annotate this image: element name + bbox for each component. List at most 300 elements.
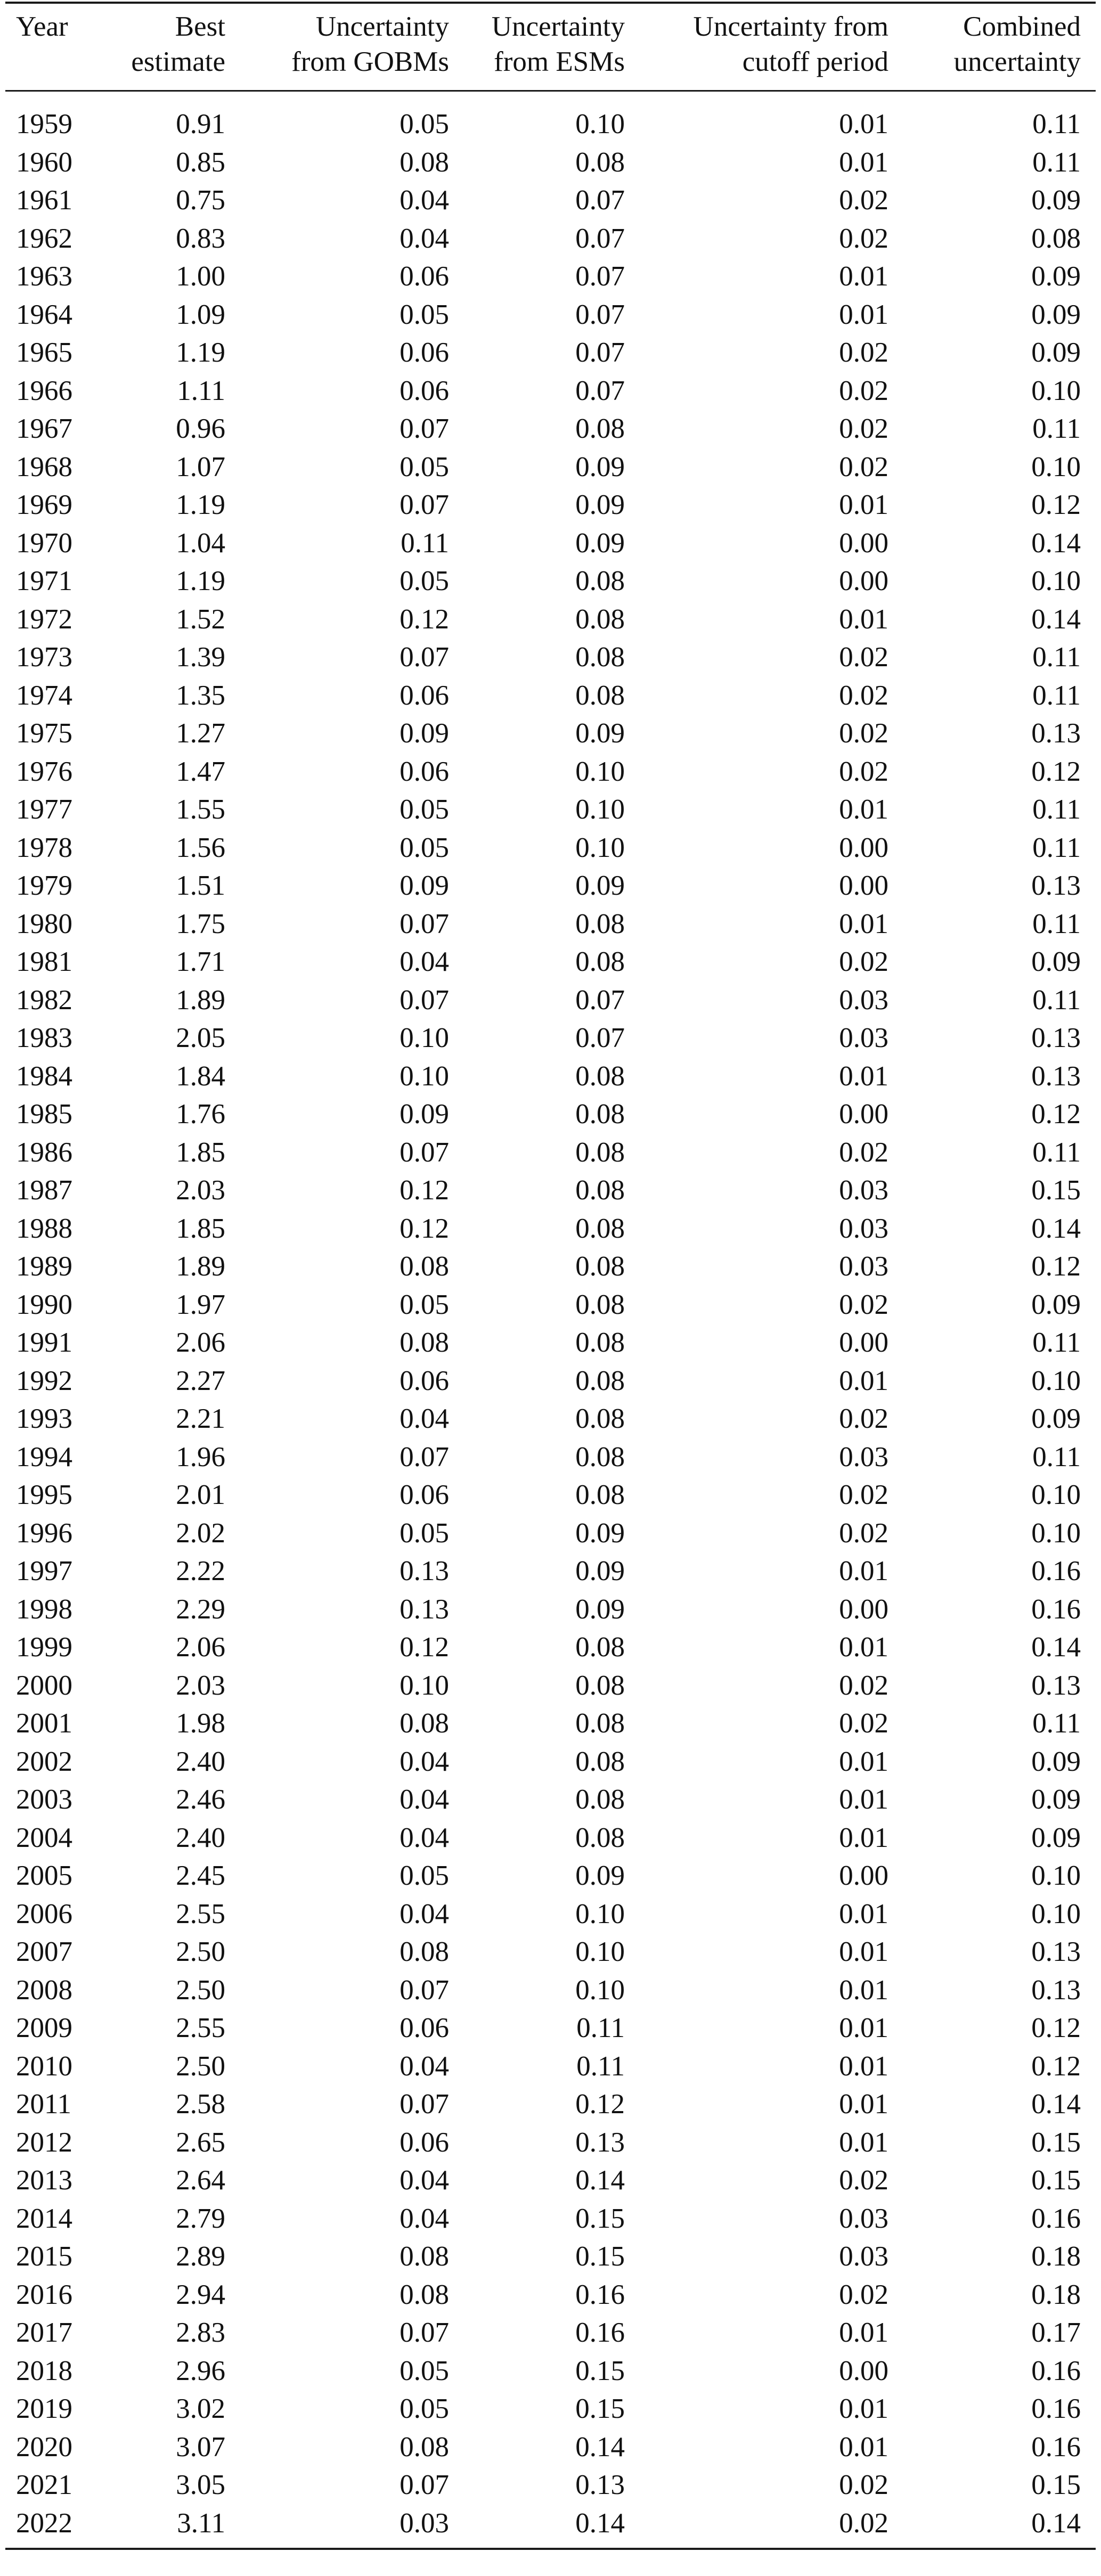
cell-uncertainty-esms: 0.13 bbox=[575, 2127, 625, 2158]
cell-best-estimate: 3.05 bbox=[176, 2469, 225, 2500]
cell-uncertainty-gobms: 0.10 bbox=[399, 1670, 449, 1701]
cell-combined-uncertainty: 0.09 bbox=[1031, 1784, 1081, 1815]
cell-best-estimate: 2.40 bbox=[176, 1746, 225, 1777]
cell-uncertainty-esms: 0.08 bbox=[575, 946, 625, 977]
table-row bbox=[5, 753, 1096, 791]
table-row bbox=[5, 1743, 1096, 1781]
cell-combined-uncertainty: 0.16 bbox=[1031, 2355, 1081, 2386]
cell-year: 1991 bbox=[16, 1327, 72, 1358]
cell-uncertainty-gobms: 0.07 bbox=[399, 908, 449, 939]
cell-year: 1959 bbox=[16, 109, 72, 140]
cell-uncertainty-cutoff: 0.00 bbox=[839, 1327, 888, 1358]
table-row bbox=[5, 791, 1096, 829]
cell-uncertainty-gobms: 0.07 bbox=[399, 1136, 449, 1168]
cell-uncertainty-cutoff: 0.02 bbox=[839, 413, 888, 444]
cell-combined-uncertainty: 0.11 bbox=[1032, 1327, 1081, 1358]
cell-best-estimate: 0.85 bbox=[176, 146, 225, 178]
cell-uncertainty-gobms: 0.08 bbox=[399, 1936, 449, 1967]
cell-uncertainty-gobms: 0.12 bbox=[399, 1213, 449, 1244]
cell-combined-uncertainty: 0.15 bbox=[1031, 2165, 1081, 2196]
table-row bbox=[5, 1019, 1096, 1058]
cell-uncertainty-gobms: 0.09 bbox=[399, 1099, 449, 1130]
table-row bbox=[5, 486, 1096, 525]
cell-year: 2020 bbox=[16, 2431, 72, 2463]
cell-uncertainty-esms: 0.08 bbox=[575, 1708, 625, 1739]
table-row bbox=[5, 1286, 1096, 1324]
cell-year: 1969 bbox=[16, 489, 72, 520]
cell-uncertainty-esms: 0.09 bbox=[575, 870, 625, 901]
table-row bbox=[5, 601, 1096, 639]
cell-uncertainty-esms: 0.07 bbox=[575, 299, 625, 330]
cell-uncertainty-esms: 0.09 bbox=[575, 1593, 625, 1625]
cell-uncertainty-gobms: 0.06 bbox=[399, 337, 449, 368]
table-row bbox=[5, 410, 1096, 448]
cell-year: 1966 bbox=[16, 375, 72, 406]
cell-best-estimate: 1.39 bbox=[176, 642, 225, 673]
cell-uncertainty-gobms: 0.03 bbox=[399, 2507, 449, 2539]
cell-uncertainty-cutoff: 0.01 bbox=[839, 489, 888, 520]
cell-best-estimate: 1.35 bbox=[176, 680, 225, 711]
table-row bbox=[5, 1972, 1096, 2010]
cell-best-estimate: 1.96 bbox=[176, 1441, 225, 1473]
cell-uncertainty-cutoff: 0.01 bbox=[839, 1898, 888, 1929]
cell-uncertainty-gobms: 0.04 bbox=[399, 2165, 449, 2196]
cell-best-estimate: 1.75 bbox=[176, 908, 225, 939]
cell-best-estimate: 1.07 bbox=[176, 451, 225, 483]
cell-uncertainty-cutoff: 0.01 bbox=[839, 2317, 888, 2348]
cell-combined-uncertainty: 0.10 bbox=[1031, 1517, 1081, 1549]
cell-uncertainty-gobms: 0.05 bbox=[399, 2355, 449, 2386]
cell-year: 2015 bbox=[16, 2241, 72, 2272]
table-row bbox=[5, 2086, 1096, 2124]
bottom-rule bbox=[5, 2548, 1096, 2550]
cell-uncertainty-gobms: 0.13 bbox=[399, 1593, 449, 1625]
cell-year: 2006 bbox=[16, 1898, 72, 1929]
cell-year: 2005 bbox=[16, 1860, 72, 1891]
cell-uncertainty-gobms: 0.07 bbox=[399, 2089, 449, 2120]
cell-best-estimate: 2.65 bbox=[176, 2127, 225, 2158]
table-row bbox=[5, 2276, 1096, 2315]
cell-best-estimate: 1.47 bbox=[176, 756, 225, 787]
cell-uncertainty-cutoff: 0.01 bbox=[839, 2050, 888, 2082]
cell-uncertainty-cutoff: 0.02 bbox=[839, 946, 888, 977]
cell-uncertainty-esms: 0.08 bbox=[575, 603, 625, 635]
cell-year: 1997 bbox=[16, 1556, 72, 1587]
cell-best-estimate: 1.19 bbox=[176, 489, 225, 520]
cell-uncertainty-gobms: 0.08 bbox=[399, 1251, 449, 1282]
table-row bbox=[5, 2162, 1096, 2200]
cell-year: 2009 bbox=[16, 2013, 72, 2043]
cell-uncertainty-cutoff: 0.02 bbox=[839, 1670, 888, 1701]
cell-uncertainty-cutoff: 0.01 bbox=[839, 1746, 888, 1777]
cell-uncertainty-cutoff: 0.01 bbox=[839, 1822, 888, 1853]
cell-uncertainty-cutoff: 0.01 bbox=[839, 1974, 888, 2006]
cell-uncertainty-gobms: 0.06 bbox=[399, 1479, 449, 1510]
cell-uncertainty-esms: 0.10 bbox=[575, 794, 625, 825]
cell-uncertainty-gobms: 0.07 bbox=[399, 1974, 449, 2006]
cell-best-estimate: 1.52 bbox=[176, 603, 225, 635]
cell-combined-uncertainty: 0.11 bbox=[1032, 109, 1081, 140]
table-row bbox=[5, 1058, 1096, 1096]
cell-combined-uncertainty: 0.09 bbox=[1031, 261, 1081, 292]
table-row bbox=[5, 296, 1096, 334]
cell-combined-uncertainty: 0.13 bbox=[1031, 718, 1081, 749]
cell-uncertainty-cutoff: 0.02 bbox=[839, 223, 888, 254]
cell-combined-uncertainty: 0.11 bbox=[1032, 146, 1081, 178]
table-row bbox=[5, 1933, 1096, 1972]
table-row bbox=[5, 1552, 1096, 1591]
cell-best-estimate: 2.02 bbox=[176, 1517, 225, 1549]
cell-uncertainty-cutoff: 0.02 bbox=[839, 680, 888, 711]
cell-uncertainty-gobms: 0.05 bbox=[399, 566, 449, 596]
cell-uncertainty-cutoff: 0.01 bbox=[839, 2127, 888, 2158]
cell-uncertainty-cutoff: 0.00 bbox=[839, 1099, 888, 1130]
cell-uncertainty-esms: 0.09 bbox=[575, 1556, 625, 1587]
cell-best-estimate: 2.58 bbox=[176, 2089, 225, 2120]
cell-uncertainty-gobms: 0.04 bbox=[399, 1898, 449, 1929]
cell-uncertainty-gobms: 0.06 bbox=[399, 756, 449, 787]
table-row bbox=[5, 258, 1096, 296]
cell-combined-uncertainty: 0.11 bbox=[1032, 413, 1081, 444]
cell-uncertainty-gobms: 0.10 bbox=[399, 1060, 449, 1092]
cell-year: 2012 bbox=[16, 2127, 72, 2158]
cell-year: 1968 bbox=[16, 451, 72, 483]
cell-combined-uncertainty: 0.11 bbox=[1032, 832, 1081, 863]
cell-uncertainty-esms: 0.08 bbox=[575, 1060, 625, 1092]
cell-uncertainty-cutoff: 0.02 bbox=[839, 1517, 888, 1549]
cell-combined-uncertainty: 0.16 bbox=[1031, 2203, 1081, 2234]
cell-uncertainty-gobms: 0.04 bbox=[399, 1746, 449, 1777]
cell-year: 1989 bbox=[16, 1251, 72, 1282]
cell-combined-uncertainty: 0.11 bbox=[1032, 1136, 1081, 1168]
cell-combined-uncertainty: 0.12 bbox=[1031, 2013, 1081, 2043]
cell-year: 2001 bbox=[16, 1708, 72, 1739]
cell-combined-uncertainty: 0.10 bbox=[1031, 1479, 1081, 1510]
cell-combined-uncertainty: 0.12 bbox=[1031, 489, 1081, 520]
table-row bbox=[5, 562, 1096, 601]
table-row bbox=[5, 1667, 1096, 1705]
cell-best-estimate: 1.55 bbox=[176, 794, 225, 825]
cell-uncertainty-cutoff: 0.03 bbox=[839, 1023, 888, 1053]
cell-combined-uncertainty: 0.11 bbox=[1032, 908, 1081, 939]
cell-best-estimate: 2.94 bbox=[176, 2279, 225, 2310]
cell-uncertainty-gobms: 0.05 bbox=[399, 109, 449, 140]
cell-year: 1963 bbox=[16, 261, 72, 292]
table-row bbox=[5, 1172, 1096, 1210]
table-row bbox=[5, 1591, 1096, 1629]
cell-year: 2019 bbox=[16, 2393, 72, 2424]
cell-year: 1999 bbox=[16, 1632, 72, 1663]
cell-best-estimate: 2.01 bbox=[176, 1479, 225, 1510]
cell-combined-uncertainty: 0.14 bbox=[1031, 1632, 1081, 1663]
cell-uncertainty-gobms: 0.06 bbox=[399, 261, 449, 292]
cell-best-estimate: 2.50 bbox=[176, 2050, 225, 2082]
cell-year: 2000 bbox=[16, 1670, 72, 1701]
table-row bbox=[5, 1400, 1096, 1438]
cell-uncertainty-gobms: 0.05 bbox=[399, 299, 449, 330]
cell-uncertainty-gobms: 0.12 bbox=[399, 1175, 449, 1206]
table-row bbox=[5, 2428, 1096, 2467]
cell-year: 1967 bbox=[16, 413, 72, 444]
cell-year: 1961 bbox=[16, 185, 72, 216]
cell-uncertainty-gobms: 0.05 bbox=[399, 832, 449, 863]
cell-year: 1998 bbox=[16, 1593, 72, 1625]
cell-uncertainty-esms: 0.08 bbox=[575, 1175, 625, 1206]
cell-combined-uncertainty: 0.16 bbox=[1031, 1593, 1081, 1625]
cell-uncertainty-esms: 0.11 bbox=[576, 2050, 625, 2082]
cell-combined-uncertainty: 0.16 bbox=[1031, 2431, 1081, 2463]
cell-combined-uncertainty: 0.09 bbox=[1031, 946, 1081, 977]
cell-best-estimate: 2.05 bbox=[176, 1023, 225, 1053]
cell-uncertainty-gobms: 0.04 bbox=[399, 1403, 449, 1434]
cell-uncertainty-cutoff: 0.00 bbox=[839, 2355, 888, 2386]
cell-uncertainty-cutoff: 0.03 bbox=[839, 2241, 888, 2272]
cell-uncertainty-cutoff: 0.02 bbox=[839, 2469, 888, 2500]
cell-uncertainty-esms: 0.16 bbox=[575, 2317, 625, 2348]
table-row bbox=[5, 2466, 1096, 2505]
cell-combined-uncertainty: 0.15 bbox=[1031, 1175, 1081, 1206]
cell-combined-uncertainty: 0.10 bbox=[1031, 566, 1081, 596]
table-row bbox=[5, 105, 1096, 144]
cell-uncertainty-gobms: 0.04 bbox=[399, 1822, 449, 1853]
cell-year: 1987 bbox=[16, 1175, 72, 1206]
cell-best-estimate: 1.19 bbox=[176, 566, 225, 596]
cell-best-estimate: 1.27 bbox=[176, 718, 225, 749]
table-header bbox=[5, 4, 1096, 90]
cell-uncertainty-esms: 0.08 bbox=[575, 1746, 625, 1777]
cell-uncertainty-esms: 0.12 bbox=[575, 2089, 625, 2120]
cell-uncertainty-esms: 0.10 bbox=[575, 109, 625, 140]
cell-uncertainty-cutoff: 0.02 bbox=[839, 337, 888, 368]
cell-year: 1964 bbox=[16, 299, 72, 330]
cell-best-estimate: 2.79 bbox=[176, 2203, 225, 2234]
cell-uncertainty-esms: 0.07 bbox=[575, 1023, 625, 1053]
cell-combined-uncertainty: 0.10 bbox=[1031, 1898, 1081, 1929]
cell-best-estimate: 2.64 bbox=[176, 2165, 225, 2196]
cell-uncertainty-cutoff: 0.01 bbox=[839, 299, 888, 330]
cell-combined-uncertainty: 0.11 bbox=[1032, 680, 1081, 711]
cell-year: 1992 bbox=[16, 1365, 72, 1396]
cell-best-estimate: 2.55 bbox=[176, 2013, 225, 2043]
cell-uncertainty-esms: 0.08 bbox=[575, 1099, 625, 1130]
table-row bbox=[5, 182, 1096, 220]
table-row bbox=[5, 1438, 1096, 1477]
table-row bbox=[5, 2124, 1096, 2162]
cell-best-estimate: 2.55 bbox=[176, 1898, 225, 1929]
cell-best-estimate: 2.21 bbox=[176, 1403, 225, 1434]
table-row bbox=[5, 448, 1096, 487]
cell-combined-uncertainty: 0.12 bbox=[1031, 1099, 1081, 1130]
cell-uncertainty-esms: 0.14 bbox=[575, 2431, 625, 2463]
cell-uncertainty-cutoff: 0.02 bbox=[839, 1479, 888, 1510]
cell-uncertainty-gobms: 0.07 bbox=[399, 984, 449, 1016]
cell-best-estimate: 1.19 bbox=[176, 337, 225, 368]
data-table bbox=[5, 4, 1096, 90]
table-row bbox=[5, 1362, 1096, 1401]
cell-uncertainty-esms: 0.15 bbox=[575, 2203, 625, 2234]
cell-combined-uncertainty: 0.09 bbox=[1031, 299, 1081, 330]
cell-uncertainty-esms: 0.08 bbox=[575, 146, 625, 178]
cell-uncertainty-cutoff: 0.01 bbox=[839, 1632, 888, 1663]
cell-best-estimate: 2.89 bbox=[176, 2241, 225, 2272]
cell-uncertainty-esms: 0.07 bbox=[575, 185, 625, 216]
cell-combined-uncertainty: 0.12 bbox=[1031, 756, 1081, 787]
cell-uncertainty-gobms: 0.04 bbox=[399, 223, 449, 254]
cell-uncertainty-cutoff: 0.01 bbox=[839, 2431, 888, 2463]
cell-combined-uncertainty: 0.13 bbox=[1031, 1936, 1081, 1967]
cell-uncertainty-gobms: 0.06 bbox=[399, 375, 449, 406]
cell-best-estimate: 2.06 bbox=[176, 1327, 225, 1358]
cell-combined-uncertainty: 0.12 bbox=[1031, 1251, 1081, 1282]
cell-uncertainty-esms: 0.08 bbox=[575, 1289, 625, 1320]
cell-uncertainty-esms: 0.16 bbox=[575, 2279, 625, 2310]
table-row bbox=[5, 2314, 1096, 2352]
cell-year: 1988 bbox=[16, 1213, 72, 1244]
cell-uncertainty-esms: 0.08 bbox=[575, 1479, 625, 1510]
header-uncertainty-esms: Uncertainty from ESMs bbox=[491, 11, 625, 77]
cell-year: 2011 bbox=[16, 2089, 72, 2120]
cell-uncertainty-esms: 0.09 bbox=[575, 718, 625, 749]
cell-uncertainty-gobms: 0.09 bbox=[399, 718, 449, 749]
cell-uncertainty-cutoff: 0.01 bbox=[839, 2089, 888, 2120]
header-uncertainty-gobms: Uncertainty from GOBMs bbox=[291, 11, 449, 77]
cell-uncertainty-gobms: 0.04 bbox=[399, 1784, 449, 1815]
cell-combined-uncertainty: 0.11 bbox=[1032, 1441, 1081, 1473]
cell-combined-uncertainty: 0.14 bbox=[1031, 1213, 1081, 1244]
cell-uncertainty-gobms: 0.07 bbox=[399, 642, 449, 673]
cell-combined-uncertainty: 0.09 bbox=[1031, 1746, 1081, 1777]
cell-uncertainty-cutoff: 0.03 bbox=[839, 1251, 888, 1282]
table-row bbox=[5, 2009, 1096, 2048]
cell-uncertainty-gobms: 0.08 bbox=[399, 2241, 449, 2272]
cell-uncertainty-esms: 0.10 bbox=[575, 1936, 625, 1967]
cell-combined-uncertainty: 0.13 bbox=[1031, 1060, 1081, 1092]
cell-uncertainty-cutoff: 0.02 bbox=[839, 1289, 888, 1320]
cell-combined-uncertainty: 0.09 bbox=[1031, 1289, 1081, 1320]
cell-year: 1986 bbox=[16, 1136, 72, 1168]
cell-year: 1962 bbox=[16, 223, 72, 254]
cell-best-estimate: 2.45 bbox=[176, 1860, 225, 1891]
cell-best-estimate: 2.96 bbox=[176, 2355, 225, 2386]
cell-uncertainty-cutoff: 0.01 bbox=[839, 1365, 888, 1396]
cell-best-estimate: 1.51 bbox=[176, 870, 225, 901]
cell-uncertainty-gobms: 0.05 bbox=[399, 451, 449, 483]
cell-uncertainty-cutoff: 0.00 bbox=[839, 832, 888, 863]
cell-combined-uncertainty: 0.11 bbox=[1032, 642, 1081, 673]
cell-uncertainty-gobms: 0.06 bbox=[399, 1365, 449, 1396]
cell-uncertainty-esms: 0.09 bbox=[575, 527, 625, 559]
cell-year: 1970 bbox=[16, 527, 72, 559]
cell-uncertainty-esms: 0.08 bbox=[575, 1136, 625, 1168]
cell-uncertainty-esms: 0.15 bbox=[575, 2355, 625, 2386]
cell-year: 1983 bbox=[16, 1023, 72, 1053]
cell-best-estimate: 3.11 bbox=[177, 2507, 225, 2539]
cell-best-estimate: 1.84 bbox=[176, 1060, 225, 1092]
cell-year: 2002 bbox=[16, 1746, 72, 1777]
cell-uncertainty-cutoff: 0.03 bbox=[839, 1175, 888, 1206]
cell-uncertainty-esms: 0.08 bbox=[575, 642, 625, 673]
cell-best-estimate: 2.29 bbox=[176, 1593, 225, 1625]
table-row bbox=[5, 2352, 1096, 2391]
cell-uncertainty-gobms: 0.04 bbox=[399, 946, 449, 977]
table-row bbox=[5, 982, 1096, 1020]
cell-uncertainty-cutoff: 0.02 bbox=[839, 375, 888, 406]
data-table-body bbox=[5, 105, 1096, 2542]
table-row bbox=[5, 1629, 1096, 1667]
cell-uncertainty-esms: 0.10 bbox=[575, 1898, 625, 1929]
cell-uncertainty-cutoff: 0.02 bbox=[839, 642, 888, 673]
cell-uncertainty-cutoff: 0.00 bbox=[839, 527, 888, 559]
cell-best-estimate: 1.97 bbox=[176, 1289, 225, 1320]
cell-combined-uncertainty: 0.09 bbox=[1031, 1403, 1081, 1434]
table-row bbox=[5, 1705, 1096, 1743]
cell-year: 2004 bbox=[16, 1822, 72, 1853]
table-row bbox=[5, 1819, 1096, 1858]
cell-uncertainty-cutoff: 0.01 bbox=[839, 2393, 888, 2424]
cell-best-estimate: 1.71 bbox=[176, 946, 225, 977]
table-row bbox=[5, 1857, 1096, 1895]
table-row bbox=[5, 372, 1096, 411]
cell-year: 1990 bbox=[16, 1289, 72, 1320]
cell-year: 2021 bbox=[16, 2469, 72, 2500]
cell-uncertainty-esms: 0.08 bbox=[575, 1327, 625, 1358]
cell-year: 2014 bbox=[16, 2203, 72, 2234]
cell-combined-uncertainty: 0.08 bbox=[1031, 223, 1081, 254]
table-row bbox=[5, 905, 1096, 944]
cell-year: 2010 bbox=[16, 2050, 72, 2082]
cell-uncertainty-gobms: 0.08 bbox=[399, 2431, 449, 2463]
cell-uncertainty-gobms: 0.06 bbox=[399, 2013, 449, 2043]
cell-uncertainty-esms: 0.07 bbox=[575, 261, 625, 292]
table-row bbox=[5, 2505, 1096, 2543]
cell-uncertainty-gobms: 0.07 bbox=[399, 1441, 449, 1473]
cell-combined-uncertainty: 0.12 bbox=[1031, 2050, 1081, 2082]
table-row bbox=[5, 2390, 1096, 2428]
cell-best-estimate: 3.07 bbox=[176, 2431, 225, 2463]
table-row bbox=[5, 144, 1096, 182]
cell-best-estimate: 2.83 bbox=[176, 2317, 225, 2348]
table-body bbox=[5, 105, 1096, 2542]
cell-uncertainty-esms: 0.07 bbox=[575, 337, 625, 368]
cell-best-estimate: 2.50 bbox=[176, 1936, 225, 1967]
table-row bbox=[5, 1781, 1096, 1819]
cell-combined-uncertainty: 0.10 bbox=[1031, 375, 1081, 406]
cell-uncertainty-cutoff: 0.01 bbox=[839, 603, 888, 635]
table-row bbox=[5, 2200, 1096, 2238]
cell-combined-uncertainty: 0.13 bbox=[1031, 1023, 1081, 1053]
cell-combined-uncertainty: 0.11 bbox=[1032, 794, 1081, 825]
cell-uncertainty-esms: 0.08 bbox=[575, 1365, 625, 1396]
cell-best-estimate: 1.76 bbox=[176, 1099, 225, 1130]
cell-uncertainty-gobms: 0.07 bbox=[399, 2469, 449, 2500]
table-row bbox=[5, 525, 1096, 563]
cell-best-estimate: 2.40 bbox=[176, 1822, 225, 1853]
cell-combined-uncertainty: 0.16 bbox=[1031, 1556, 1081, 1587]
cell-year: 2003 bbox=[16, 1784, 72, 1815]
cell-combined-uncertainty: 0.14 bbox=[1031, 2507, 1081, 2539]
cell-uncertainty-gobms: 0.07 bbox=[399, 2317, 449, 2348]
header-combined-uncertainty: Combined uncertainty bbox=[953, 11, 1081, 77]
table-row bbox=[5, 1515, 1096, 1553]
cell-uncertainty-esms: 0.08 bbox=[575, 1251, 625, 1282]
cell-combined-uncertainty: 0.17 bbox=[1031, 2317, 1081, 2348]
cell-uncertainty-esms: 0.08 bbox=[575, 1822, 625, 1853]
cell-best-estimate: 1.11 bbox=[177, 375, 225, 406]
cell-uncertainty-esms: 0.10 bbox=[575, 756, 625, 787]
cell-year: 1973 bbox=[16, 642, 72, 673]
cell-uncertainty-cutoff: 0.02 bbox=[839, 2279, 888, 2310]
cell-year: 1995 bbox=[16, 1479, 72, 1510]
